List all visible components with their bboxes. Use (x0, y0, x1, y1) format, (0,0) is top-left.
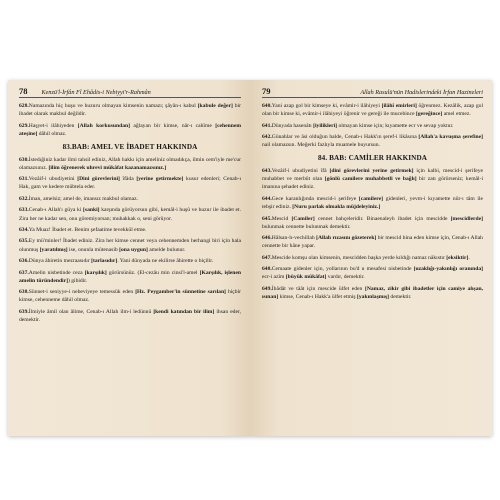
body-text: nail olamazsın. Meğerki fazlıyla muamele buyursun. (262, 142, 380, 149)
hadith-number: 629. (19, 122, 29, 129)
hadith-number: 642. (262, 134, 272, 141)
hadith-paragraph (262, 133, 483, 149)
right-page-header (262, 86, 483, 98)
hadith-list (262, 167, 483, 301)
body-text: Cenab-ı Allah'ı güya ki (28, 207, 84, 214)
hadith-number: 628. (19, 103, 29, 109)
body-text: . (468, 254, 470, 261)
hadith-paragraph (262, 285, 483, 301)
emphasis-text: [cehennem ateşine] (19, 122, 241, 137)
body-text: Dünya âhiretin mezraasıdır (28, 258, 92, 265)
right-page (250, 80, 492, 436)
page-number: 79 (262, 86, 271, 96)
hadith-paragraph (19, 288, 241, 304)
left-page-header (19, 86, 241, 98)
emphasis-text: [Dini görevlerini] (77, 176, 120, 183)
body-text: gidenleri, yevm-i kıyamette nûr-ı tâm ile tebşir ediniz. (262, 195, 483, 211)
running-head: Allah Rasulü'nün Hadislerindeki İrfan Hazineleri (360, 89, 483, 96)
hadith-paragraph (19, 237, 241, 253)
body-text: kusur edenleri; Cenab-ı Hak, gam ve kedere mübtela eder. (19, 176, 241, 191)
body-text: için kalbi, mescid-i şerifeye muhabbet ve merbût olan (262, 168, 483, 183)
hadith-number: 648. (262, 266, 272, 273)
emphasis-text: [büyük mükâfat] (285, 274, 327, 281)
emphasis-text: [dini görevlerini yerine getirmek] (329, 168, 414, 175)
body-text: cennet bahçeleridir. Binaenaleyh ibadet için mescidde (314, 215, 451, 222)
emphasis-text: [Allah korkusundan] (77, 122, 130, 129)
book-spread (8, 80, 492, 436)
emphasis-text: [gönlü camilere muhabbetli ve bağlı] (324, 176, 417, 183)
body-text: görürsünüz. (El-cezâu min cinsi'l-amel (106, 269, 200, 276)
body-text: öğrenmez. Kezâlik, azap gol olan bir kimse ki, evâmir-i ilâhiyeyi öğrenir ve gereği ile mucebince (262, 103, 483, 118)
hadith-paragraph (262, 215, 483, 231)
body-text: vardır, demektir. (326, 274, 365, 281)
hadith-number: 647. (262, 254, 272, 261)
hadith-number: 641. (262, 122, 272, 129)
emphasis-text: [Nuru parlak olmakla müjdeleyiniz.] (292, 204, 381, 211)
body-text: İman, amelsiz; amel de, imansız makbul olamaz. (28, 195, 138, 202)
page-number: 78 (19, 86, 28, 96)
body-text: hiçbir kimse, cehenneme dâhil olmaz. (19, 289, 241, 304)
body-text: bulunmak cennette bulunmak demektir. (262, 223, 351, 230)
body-text: Ya Muaz! İbadet et. Benim şefaatime tevekkül etme. (28, 226, 147, 233)
body-text: ecr-i azîm (262, 274, 286, 281)
emphasis-text: [sanki] (83, 207, 100, 214)
body-text: ise, onunla mütenasib (67, 246, 120, 253)
emphasis-text: [camilere] (358, 195, 384, 202)
body-text: İbâdât ve tâât için mescide ülfet eden (271, 285, 365, 292)
hadith-paragraph (19, 195, 241, 203)
hadith-paragraph (19, 156, 241, 172)
emphasis-text: [uzaklığı-yakınlığı oranında] (413, 266, 483, 273)
hadith-paragraph (19, 269, 241, 285)
hadith-number: 632. (19, 195, 29, 202)
body-text: kimse, Cenab-ı Hakk'a ülfet etmiş (278, 293, 358, 300)
emphasis-text: [Hz. Peygamber'in sünnetine sarılan] (135, 289, 226, 296)
emphasis-text: [Namaz, zikir gibi ibadetler için camiye alışan, ısınan] (262, 285, 483, 300)
hadith-number: 636. (19, 258, 29, 265)
emphasis-text: [yaratılmış] (39, 246, 68, 253)
body-text: Dünyada hasenâtı (271, 122, 314, 129)
body-text: Gece karanlığında mescid-i şerifeye (271, 195, 359, 202)
hadith-number: 644. (262, 195, 272, 202)
body-text: Sünnet-i seniyye-i nebeviyeye temessük eden (28, 289, 136, 296)
hadith-number: 634. (19, 226, 29, 233)
hadith-paragraph (262, 102, 483, 118)
body-text: ihsan eder, demektir. (19, 308, 241, 323)
body-text: Haşyet-i ilâhiyeden (28, 122, 78, 129)
hadith-paragraph (262, 167, 483, 191)
hadith-number: 631. (19, 176, 29, 183)
hadith-list (19, 102, 241, 138)
emphasis-text: [yakınlaşmış] (357, 293, 390, 300)
emphasis-text: [Karşılık, işlenen amelin türündendir] (19, 269, 241, 284)
emphasis-text: [eksiktir] (446, 254, 469, 261)
emphasis-text: [Allah'a kavuşma şerefine] (418, 134, 483, 141)
body-text: Günahlar ve âsi olduğun halde, Cenab-ı Hakk'ın şeref-i likâsına (271, 134, 419, 141)
hadith-number: 645. (262, 215, 272, 222)
chapter-heading: 84. BAB: CAMİLER HAKKINDA (317, 154, 428, 163)
body-text: Cemaate gidenler için, yollarının bu'd u mesafesi nisbetinde (271, 266, 414, 273)
emphasis-text: [iyilikleri] (313, 122, 338, 129)
body-text: İlmiyle âmil olan âlime, Cenab-ı Allah ilm-i ledünnü (28, 308, 154, 315)
hadith-number: 649. (262, 285, 272, 292)
emphasis-text: [kendi katından bir ilim] (153, 308, 215, 315)
hadith-list (19, 156, 241, 324)
hadith-number: 637. (19, 269, 29, 276)
emphasis-text: [gereğince] (415, 111, 443, 118)
body-text: . Yani dünyada ne ekilirse âhirette o biçilir. (117, 258, 214, 265)
body-text: Mescid (271, 215, 292, 222)
emphasis-text: [karşılık] (84, 269, 107, 276)
body-text: Amelin nisbetinde ceza (28, 269, 85, 276)
hadith-paragraph (262, 195, 483, 211)
body-text: Hâlsan-lı-vechillah (271, 235, 317, 242)
hadith-number: 640. (262, 103, 272, 109)
hadith-number: 638. (19, 289, 29, 296)
hadith-paragraph (19, 257, 241, 265)
hadith-paragraph (19, 308, 241, 324)
body-text: demektir. (389, 293, 412, 300)
body-text: karşında görüyorsun gibi, kemâl-i huşû ve huzur ile ibadet et. Zira her ne kadar sen, onu göremiyorsan; muhakkak o, seni görüyor. (19, 207, 241, 222)
body-text: İstedığiniz kadar ilmi tahsil ediniz, Allah hakkı için ameliniz olmadıkça, ilmin cem'iyle me'cur olamazsınız. (19, 156, 241, 171)
emphasis-text: [yerine getirmekte] (136, 176, 184, 183)
hadith-paragraph (262, 234, 483, 250)
hadith-number: 643. (262, 168, 272, 175)
hadith-paragraph (262, 122, 483, 130)
hadith-paragraph (262, 254, 483, 262)
body-text: îfâda (119, 176, 137, 183)
body-text: Ey mü'minler! İbadet ediniz. Zira her kimse cennet veya cehennemden herhangi biri için hala olunmuş (19, 238, 241, 253)
hadith-number: 646. (262, 235, 272, 242)
hadith-list (262, 102, 483, 149)
body-text: Yani azap gol bir kimseye ki, evâmir-i ilâhiyeyi (271, 103, 382, 109)
hadith-number: 633. (19, 207, 29, 214)
hadith-number: 630. (19, 156, 29, 163)
body-text: Vezâif-i ubudiyetini îfâ (271, 168, 330, 175)
body-text: amelde bulunur. (147, 246, 186, 253)
hadith-paragraph (19, 102, 241, 118)
emphasis-text: [ona uygun] (119, 246, 148, 253)
hadith-paragraph (19, 122, 241, 138)
body-text: bir zatı görürseniz; kemâl-i imanına şehadet ediniz. (262, 176, 483, 191)
hadith-number: 639. (19, 308, 29, 315)
running-head: Kenzü'l-İrfân Fî Ehâdis-i Nebiyyi'r-Rahmân (41, 89, 151, 96)
emphasis-text: [Camiler] (291, 215, 315, 222)
body-text: Mescide komşu olan kimsenin, mescidden başka yerde kıldığı namaz nâkıstır (271, 254, 447, 261)
left-page (8, 80, 250, 436)
emphasis-text: [kabule değer] (197, 103, 233, 109)
emphasis-text: [ilim öğrenerek uhrevi mükâfat kazanamazsınız.] (48, 164, 167, 171)
body-text: bir ibadet olarak makbul değildir. (19, 103, 241, 118)
emphasis-text: [Allah rızasını gözeterek] (316, 235, 377, 242)
body-text: dâhil olmaz. (37, 130, 67, 137)
emphasis-text: [mescidlerde] (450, 215, 483, 222)
body-text: Vezâif-i ubudiyetini (28, 176, 78, 183)
hadith-paragraph (19, 175, 241, 191)
hadith-paragraph (19, 206, 241, 222)
body-text: amel etmez. (442, 111, 471, 118)
body-text: olmayan kimse için; kıyamette ecr ve sevap yoktur. (337, 122, 454, 129)
emphasis-text: [ilâhî emirleri] (381, 103, 417, 109)
body-text: ) gibidir. (67, 277, 88, 284)
hadith-paragraph (19, 226, 241, 234)
hadith-number: 635. (19, 238, 29, 245)
body-text: Namazında hiç huşu ve huzuru olmayan kimsenin namazı; şâyân-ı kabul (28, 103, 198, 109)
body-text: bir mescid bina eden kimse için, Cenab-ı Allah cennette bir hâne yapar. (262, 235, 483, 250)
chapter-heading: 83.BAB: AMEL VE İBADET HAKKINDA (62, 142, 198, 151)
emphasis-text: [tarlasıdır] (91, 258, 118, 265)
hadith-paragraph (262, 265, 483, 281)
body-text: ağlayan bir kimse, nâr-ı cahîme (129, 122, 216, 129)
